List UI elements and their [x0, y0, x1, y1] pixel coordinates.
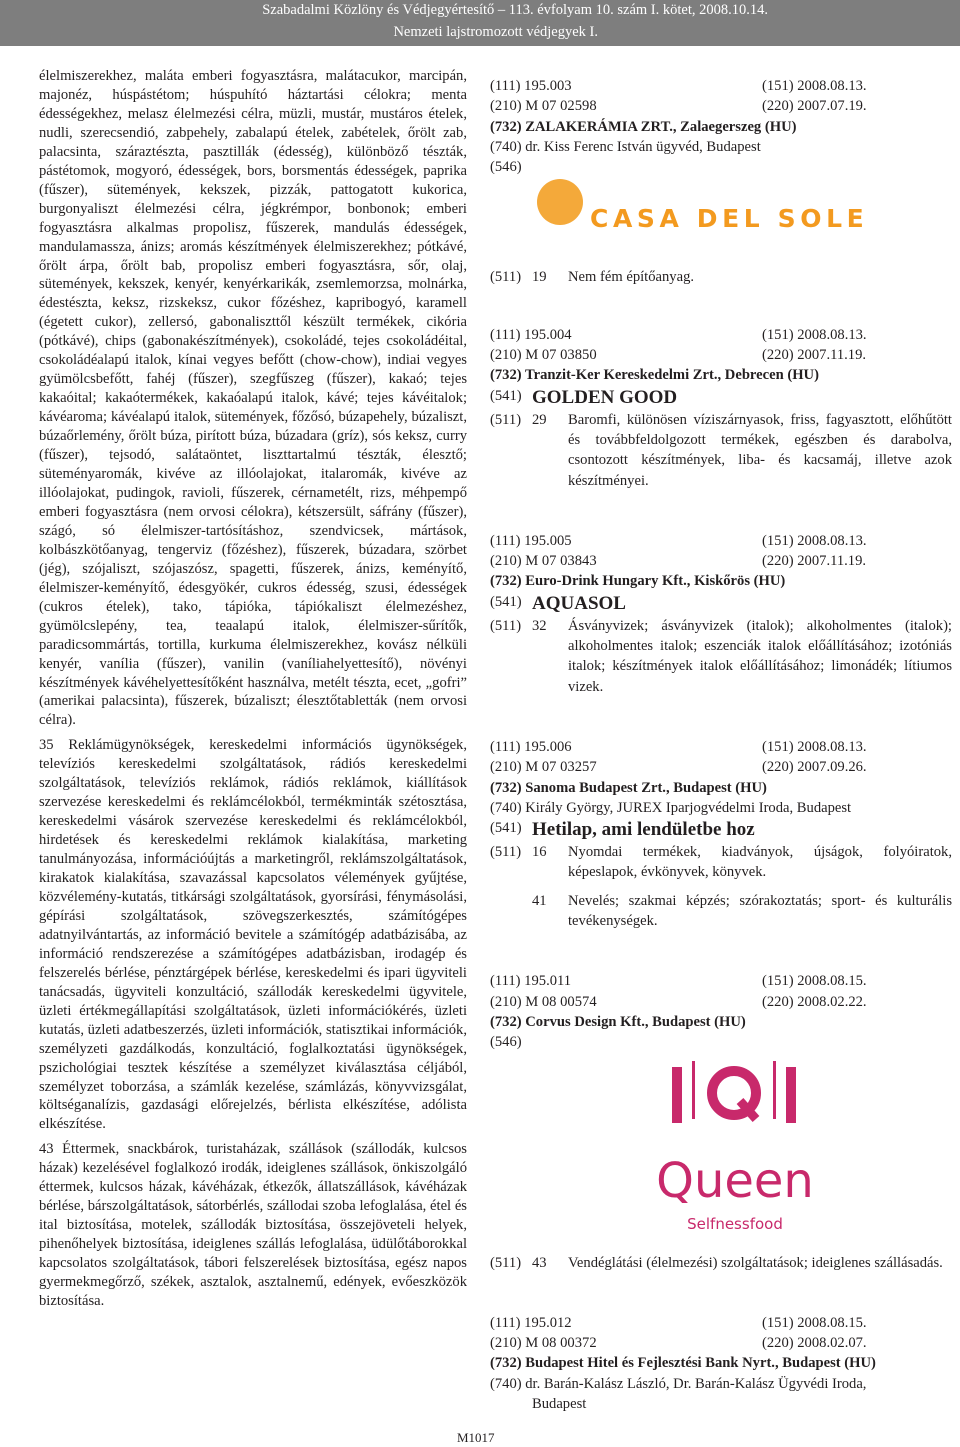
trademark-entry — [490, 76, 960, 288]
right-column — [490, 76, 960, 1414]
owner: (732) Tranzit-Ker Kereskedelmi Zrt., Debrecen (HU) — [490, 367, 819, 384]
trademark-entry — [490, 325, 960, 491]
representative: (740) dr. Kiss Ferenc István ügyvéd, Budapest — [490, 138, 761, 155]
owner: (732) Budapest Hitel és Fejlesztési Bank Nyrt., Budapest (HU) — [490, 1355, 876, 1372]
app-number: (210) M 07 03850 — [490, 347, 597, 364]
reg-date: (151) 2008.08.15. — [762, 1314, 867, 1331]
casa-del-sole-logo — [490, 177, 960, 267]
class-line: (511) 19 Nem fém építőanyag. — [490, 269, 695, 286]
owner: (732) Sanoma Budapest Zrt., Budapest (HU) — [490, 779, 767, 796]
app-date: (220) 2007.11.19. — [762, 347, 867, 364]
reg-date: (151) 2008.08.13. — [762, 532, 867, 549]
figurative-label: (546) — [490, 159, 522, 176]
app-number: (210) M 08 00372 — [490, 1335, 597, 1352]
class-line: (511) 16 Nyomdai termékek, kiadványok, újságok, folyóiratok, képeslapok, évkönyvek, könyvek. — [490, 844, 952, 881]
app-number: (210) M 07 02598 — [490, 98, 597, 115]
trademark-entry — [490, 1313, 960, 1414]
left-paragraph-3: 43 Éttermek, snackbárok, turistaházak, szállások (szállodák, kulcsos házak) kezelésével foglalkozó irodák, ideiglenes szállások, önkiszolgáló éttermek, kulcsos házak, kávéházak, étkezők, állatszállások, kávéházak bérlése, bárszolgáltatások, sátorbérlés, szállodai szoba lefoglalása, étel és ital biztosítása, motelek, szállodák biztosítása, összejöveteli helyek, pihenőhelyek biztosítása, ideiglenes szállás lefoglalása, üdülőtáborokkal kapcsolatos szolgáltatások, tábori felszerelések biztosítása, egész napos gyermekmegőrző, székek, asztalok, asztalnemű, edények, evőeszközök biztosítása. — [39, 1141, 467, 1309]
class-line: (511) 32 Ásványvizek; ásványvizek (italok); alkoholmentes (italok); alkoholmentes italok; eszenciák italok előállításához; izotóniás italok; készítmények italok előállításához; limonádék; lítiumos vizek. — [490, 617, 952, 695]
word-mark: (541) AQUASOL — [490, 592, 626, 614]
app-number: (210) M 07 03843 — [490, 553, 597, 570]
journal-title: Szabadalmi Közlöny és Védjegyértesítő – 113. évfolyam 10. szám I. kötet, 2008.10.14. — [262, 2, 768, 18]
app-date: (220) 2007.09.26. — [762, 759, 867, 776]
reg-number: (111) 195.006 — [490, 738, 572, 755]
page-header — [0, 0, 960, 46]
trademark-entry — [490, 971, 960, 1272]
reg-date: (151) 2008.08.13. — [762, 78, 867, 94]
representative: (740) dr. Barán-Kalász László, Dr. Barán-Kalász Ügyvédi Iroda, — [490, 1375, 867, 1392]
app-number: (210) M 08 00574 — [490, 993, 597, 1010]
page-number: M1017 — [457, 1430, 495, 1445]
left-paragraph-1: élelmiszerekhez, maláta emberi fogyasztásra, malátacukor, marcipán, majonéz, húspástétom; húspuhító háztartási célokra; menta édességekhez, melasz élelmezési célra, müzli, mustár, mustáros ételek, nudli, szerecsendió, zabpehely, zabalapú ételek, zabételek, őrölt zab, palacsinta, száraztészta, pasztillák (édesség), különböző tészták, pástétomok, mogyoró, édességek, bors, borsmentás édességek, paprika (fűszer), sütemények, kekszek, pizzák, pattogatott kukorica, burgonyaliszt élelmezési célra, jégkrémpor, bonbonok; emberi fogyasztásra alkalmas propolisz, fűszerek, mandulás édességek, mandulamassza, ánizs; aromás készítmények élelmiszerekhez; pótkávé, őrölt árpa, őrölt bab, propolisz emberi fogyasztásra, sőr, olaj, sütemények, kekszek, kenyér, kenyérkarikák, zsemlemorzsa, molnárka, édestészta, keksz, rizskeksz, cukor főzéshez, kapribogyó, karamell (égetett cukor), zellersó, gabonaliszttől készült termékek, cikória (pótkávé), chips (gabonakészítmények), csokoládé, tejes csokoládéital, csokoládéalapú italok, kínai vegyes befőtt (chow-chow), indiai vegyes gyümölcsbefőtt, fahéj (fűszer), szegfűszeg (fűszer), kakaó; tejes kakaóital; kakaótermékek, kakaóalapú italok, kávé; tejes kávéitalok; kávéaroma; kávéalapú italok, sütemények, főzősó, búzapehely, búzaliszt, búzaőrlemény, őrölt búza, pirított búza, búzadara (gríz), sós keksz, curry (fűszer), tejsodó, salátaöntet, liszttartalmú tészták, élesztő; süteményaromák, kivéve az illóolajokat, italaromák, kivéve az illóolajokat, pudingok, ravioli, fűszerek, cérnametélt, rizs, méhpempő emberi fogyasztásra (nem orvosi célokra), kétszersült, sáfrány (fűszer), szágó, só élelmiszer-tartósításhoz, szendvicsek, mártások, kolbászkötőanyag, tengerviz (főzéshez), fűszerek, búzadara, szörbet (jég), szójaliszt, szójaszósz, spagetti, fűszerek, ánizs, keményítő, élelmiszer-keményítő, édesgyökér, cukros édesség, szusi, édességek (cukros ételek), tako, tápióka, tápiókaliszt élelmezéshez, gyümölcslepény, tea, teaalapú italok, élelmiszer-sűrítők, paradicsommártás, tortilla, kurkuma élelmiszerekhez, kovász nélküli kenyér, vanília (fűszer), vanilin (vaníliahelyettesítő), növényi készítmények kávéhelyettesítőként használva, metélt tészta, ecet, „gofri” (amerikai palacsinta), fűszerek, búzaliszt; élesztőtabletták (nem orvosi célra). — [39, 68, 467, 729]
queen-logo-text: Queen — [656, 1152, 814, 1209]
trademark-entry — [490, 531, 960, 697]
representative: (740) Király György, JUREX Iparjogvédelmi Iroda, Budapest — [490, 799, 852, 816]
sun-icon — [537, 179, 583, 225]
figurative-label: (546) — [490, 1034, 522, 1051]
queen-logo-graphic — [656, 1059, 814, 1249]
app-date: (220) 2007.07.19. — [762, 98, 867, 115]
owner: (732) ZALAKERÁMIA ZRT., Zalaegerszeg (HU) — [490, 118, 797, 135]
queen-logo — [490, 1053, 960, 1253]
app-date: (220) 2007.11.19. — [762, 553, 867, 570]
class-line: (511) 29 Baromfi, különösen víziszárnyasok, friss, fagyasztott, előhűtött és továbbfeldolgozott termékek, egészben és darabolva, csontozott készítmények, liba- és kacsamáj, illetve azok készítményei. — [490, 411, 952, 489]
reg-number: (111) 195.005 — [490, 532, 572, 549]
app-date: (220) 2008.02.07. — [762, 1335, 867, 1352]
class-line: 41 Nevelés; szakmai képzés; szórakoztatás; sport- és kulturális tevékenységek. — [532, 892, 952, 930]
class-line: (511) 43 Vendéglátási (élelmezési) szolgáltatások; ideiglenes szállásadás. — [490, 1254, 943, 1271]
reg-date: (151) 2008.08.13. — [762, 326, 867, 343]
reg-date: (151) 2008.08.15. — [762, 973, 867, 990]
section-title: Nemzeti lajstromozott védjegyek I. — [393, 24, 598, 40]
left-paragraph-2: 35 Reklámügynökségek, kereskedelmi információs ügynökségek, televíziós kereskedelmi szolgáltatások, rádiós kereskedelmi szolgáltatások, televíziós reklámok, rádiós reklámok, kiállítások szervezése kereskedelmi és reklámcélokból, termékminták szétosztása, kereskedelmi vásárok szervezése kereskedelmi és reklámcélokból, hirdetések és kereskedelmi reklámok kialakítása, marketing tanulmányozása, információújtás a marketingről, reklámszolgáltatások, kirakatok kialakítása, szavazással kapcsolatos vélemények gyűjtése, közvélemény-kutatás, titkársági szolgáltatások, gyorsírási, fénymásolási, gépírási szolgáltatások, szövegszerkesztés, számítógépes adatnyilvántartás, az információ bevitele a számítógép adatbázisába, az információ rendszerezése a számítógépes adatbázisban, irodagép és felszerelés bérlése, pénztárgépek bérlése, kereskedelmi és ipari ügyviteli tanácsadás, ügyviteli konzultáció, szállodák kereskedelmi ügyvitele, üzleti értékmegállapítási szolgáltatások, üzleti információkérés, üzleti kutatás, üzleti adatbeszerzés, üzleti információk, statisztikai információk, személyzeti gazdálkodás, konzultáció, foglalkoztatási ügynökségek, pszichológiai tesztek készítése a személyzet kiválasztása céljából, személyzet toborzása, a számlák kezelése, számlázás, könyvvizsgálat, költséganalízis, gazdasági előrejelzés, bérlista elkészítése, adólista elkészítése. — [39, 737, 467, 1133]
trademark-entry — [490, 737, 960, 931]
reg-number: (111) 195.004 — [490, 326, 572, 343]
reg-number: (111) 195.011 — [490, 973, 572, 990]
owner: (732) Corvus Design Kft., Budapest (HU) — [490, 1013, 746, 1030]
queen-logo-subtext: Selfnessfood — [687, 1214, 783, 1233]
word-mark: (541) GOLDEN GOOD — [490, 386, 678, 408]
app-date: (220) 2008.02.22. — [762, 993, 867, 1010]
reg-number: (111) 195.003 — [490, 78, 572, 94]
logo-text: CASA DEL SOLE — [590, 204, 869, 234]
reg-number: (111) 195.012 — [490, 1314, 572, 1331]
representative-city: Budapest — [532, 1395, 587, 1412]
reg-date: (151) 2008.08.13. — [762, 738, 867, 755]
left-column — [39, 67, 467, 1311]
app-number: (210) M 07 03257 — [490, 759, 597, 776]
owner: (732) Euro-Drink Hungary Kft., Kiskőrös (HU) — [490, 573, 786, 590]
word-mark: (541) Hetilap, ami lendületbe hoz — [490, 819, 755, 841]
